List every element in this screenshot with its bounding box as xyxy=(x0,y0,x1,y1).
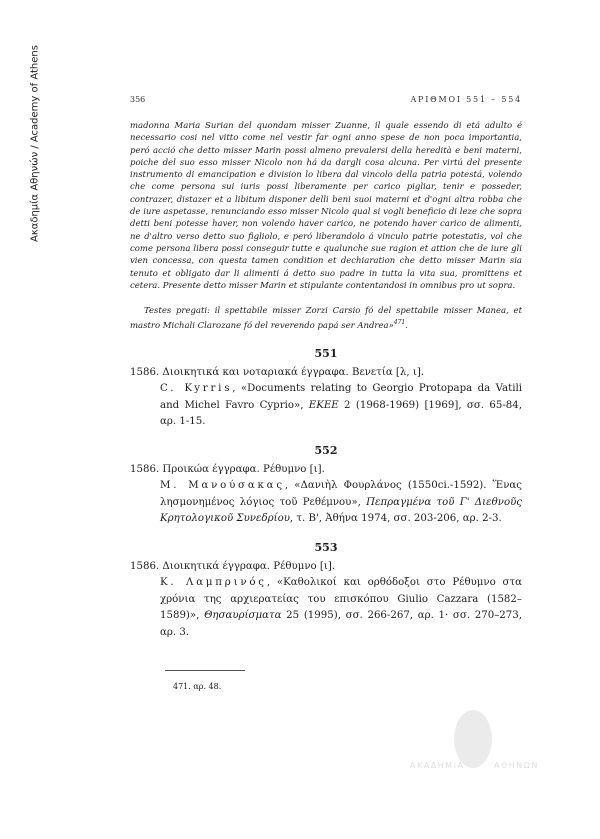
entry-reference: Κ. Λαμπρινός, «Καθολικοί και ορθόδοξοι στο Ρέθυμνο στα χρόνια της αρχιερατείας του επισκόπου Giulio Cazzara (1582–1589)», Θησαυρίσματα 25 (1995), σσ. 266-267, αρ. 1· σσ. 270–273, αρ. 3. xyxy=(160,577,522,638)
entry-author: C. Kyrris xyxy=(160,383,233,395)
entry-summary: 1586. Διοικητικά και νοταριακά έγγραφα. Βενετία [λ, ι]. xyxy=(130,367,425,378)
entry-reference: C. Kyrris, «Documents relating to Georgio Protopapa da Vatili and Michel Favro Cyprio», EKEE 2 (1968-1969) [1969], σσ. 65-84, αρ. 1-15. xyxy=(160,383,522,428)
entry-journal: Θησαυρίσματα xyxy=(204,610,282,622)
archive-side-label: Ακαδημία Αθηνών / Academy of Athens xyxy=(29,45,41,242)
footnote-divider xyxy=(165,670,245,671)
page-header xyxy=(130,95,522,104)
entry-author: Μ. Μανούσακας xyxy=(160,480,285,492)
entry-reference: Μ. Μανούσακας, «Δανιὴλ Φουρλάνος (1550ci.-1592). Ἕνας λησμονημένος λόγιος τοῦ Ρεθέμνου», Πεπραγμένα τοῦ Γ' Διεθνοῦς Κρητολογικοῦ Συνεδρίου, τ. Β', Ἀθήνα 1974, σσ. 203-206, αρ. 2-3. xyxy=(160,480,522,525)
footnote-ref: 471 xyxy=(393,319,406,327)
entry-journal: Πεπραγμένα τοῦ Γ' Διεθνοῦς Κρητολογικοῦ Συνεδρίου xyxy=(160,496,522,525)
footnote: 471. αρ. 48. xyxy=(173,682,222,691)
entry-number: 552 xyxy=(314,444,338,457)
running-title: ΑΡΙΘΜΟΙ 551 – 554 xyxy=(410,95,522,104)
witnesses-paragraph: Testes pregati: il spettabile misser Zorzi Carsio fó del spettabile misser Manea, et mastro Michali Clarozane fó del reverendo papá ser Andrea»$^{471}$. xyxy=(130,306,522,332)
entry-summary: 1586. Διοικητικά έγγραφα. Ρέθυμνο [ι]. xyxy=(130,561,336,572)
catalog-entry xyxy=(130,559,522,641)
catalog-entry xyxy=(130,462,522,528)
watermark-text-right: ΑΘΗΝΩΝ xyxy=(494,761,539,770)
document-paragraph: madonna Maria Surian del quondam misser Zuanne, il quale essendo di etá adulto é necessario cosi nel vitto come nel vestir far ogni anno spese de non poca importantia, peró acció che detto misser Marin possi almeno prevalersi della heredità e beni materni, poiche del suo esso misser Nicolo non há da dargli cosa alcuna. Per virtú del presente instrumento di emancipation e division lo libera dal vincolo della patria potestá, volendo che come persona sui iuris possi liberamente per carico pigliar, tenir e posseder, contrazer, distazer et a libitum disponer delli beni suoi materni et d'ogni altra robba che de iure aspetasse, renunciando esso misser Nicolo qual si vogli beneficio di leze che sopra detti beni potesse haver, non volendo haver carico, ne potendo haver carico de alimenti, ne d'altro verso detto suo figliolo, e peró liberandolo á vinculo patrie potestatis, vol che come persona libera possi conseguir tutte e qualunche sue ragion et attion che de iure gli vien concessa, con questa tamen condition et dechiaration che detto misser Marin sia tenuto et obligato dar li alimenti á detto suo padre in tutta la vita sua, promittens et cetera. Presente detto misser Marin et stipulante contentandosi in omnibus pro ut sopra. xyxy=(130,121,522,291)
entry-journal: EKEE xyxy=(308,399,339,411)
catalog-entry xyxy=(130,365,522,431)
academy-seal-icon xyxy=(454,710,492,768)
entry-number: 551 xyxy=(314,347,338,360)
academy-watermark xyxy=(398,700,548,800)
watermark-text-left: ΑΚΑΔΗΜΙΑ xyxy=(410,761,465,770)
entry-author: Κ. Λαμπρινός xyxy=(160,577,267,589)
page-number: 356 xyxy=(130,95,146,104)
entry-summary: 1586. Προικώα έγγραφα. Ρέθυμνο [ι]. xyxy=(130,464,325,475)
entry-number: 553 xyxy=(314,541,338,554)
